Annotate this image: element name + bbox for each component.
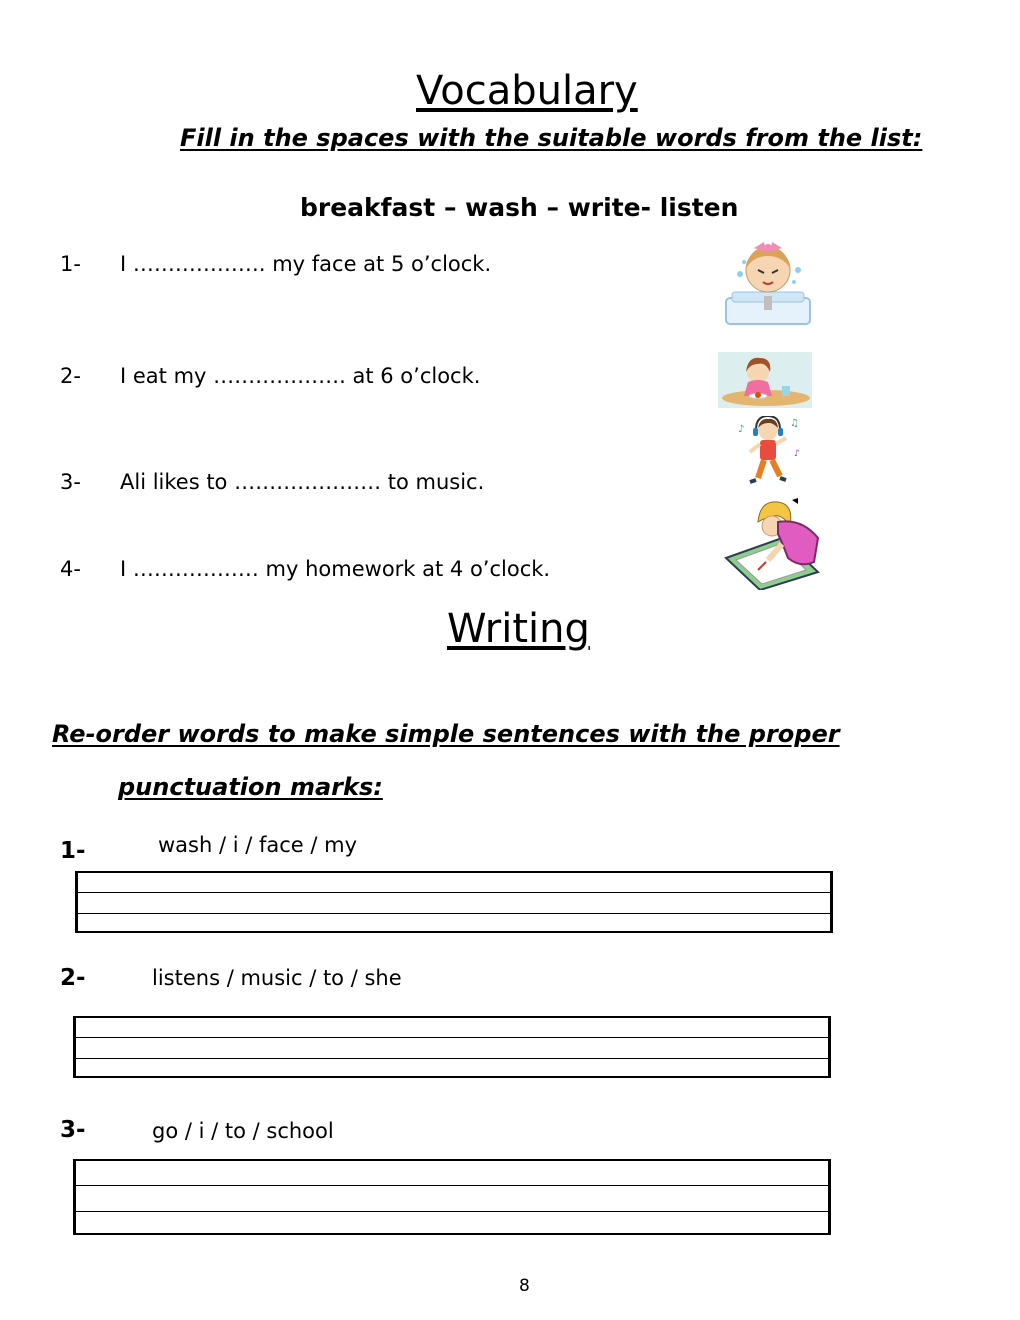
scrambled-words: go / i / to / school [152,1119,334,1143]
svg-text:♫: ♫ [790,418,799,429]
question-number: 1- [60,252,81,276]
writing-instruction-line2: punctuation marks: [118,773,383,801]
answer-line [76,1211,828,1212]
writing-item-number: 2- [60,965,86,991]
question-number: 4- [60,557,81,581]
question-text: I ……………… my homework at 4 o’clock. [120,557,551,581]
answer-line [78,913,830,914]
writing-item-number: 1- [60,838,86,864]
question-text: I eat my ………………. at 6 o’clock. [120,364,481,388]
scrambled-words: wash / i / face / my [158,833,358,857]
writing-title: Writing [447,606,590,652]
answer-line [76,1185,828,1186]
scrambled-words: listens / music / to / she [152,966,402,990]
girl-eating-breakfast-icon [718,352,812,408]
page-number: 8 [519,1276,530,1296]
girl-washing-face-icon [718,240,818,328]
svg-text:♪: ♪ [794,449,800,459]
answer-line [76,1058,828,1059]
answer-line [76,1037,828,1038]
question-text: I ………………. my face at 5 o’clock. [120,252,492,276]
writing-item-number: 3- [60,1117,86,1143]
svg-text:♪: ♪ [738,424,745,435]
vocabulary-instruction: Fill in the spaces with the suitable words from the list: [180,124,923,152]
girl-writing-icon [722,498,824,590]
question-number: 3- [60,470,81,494]
question-text: Ali likes to ………………… to music. [120,470,485,494]
boy-listening-music-icon [732,416,806,494]
answer-lines-box[interactable] [73,1159,831,1235]
question-number: 2- [60,364,81,388]
word-list: breakfast – wash – write- listen [300,193,739,222]
answer-lines-box[interactable] [75,871,833,933]
vocabulary-title: Vocabulary [416,68,638,114]
answer-lines-box[interactable] [73,1016,831,1078]
answer-line [78,892,830,893]
writing-instruction-line1: Re-order words to make simple sentences with the proper [52,720,840,748]
